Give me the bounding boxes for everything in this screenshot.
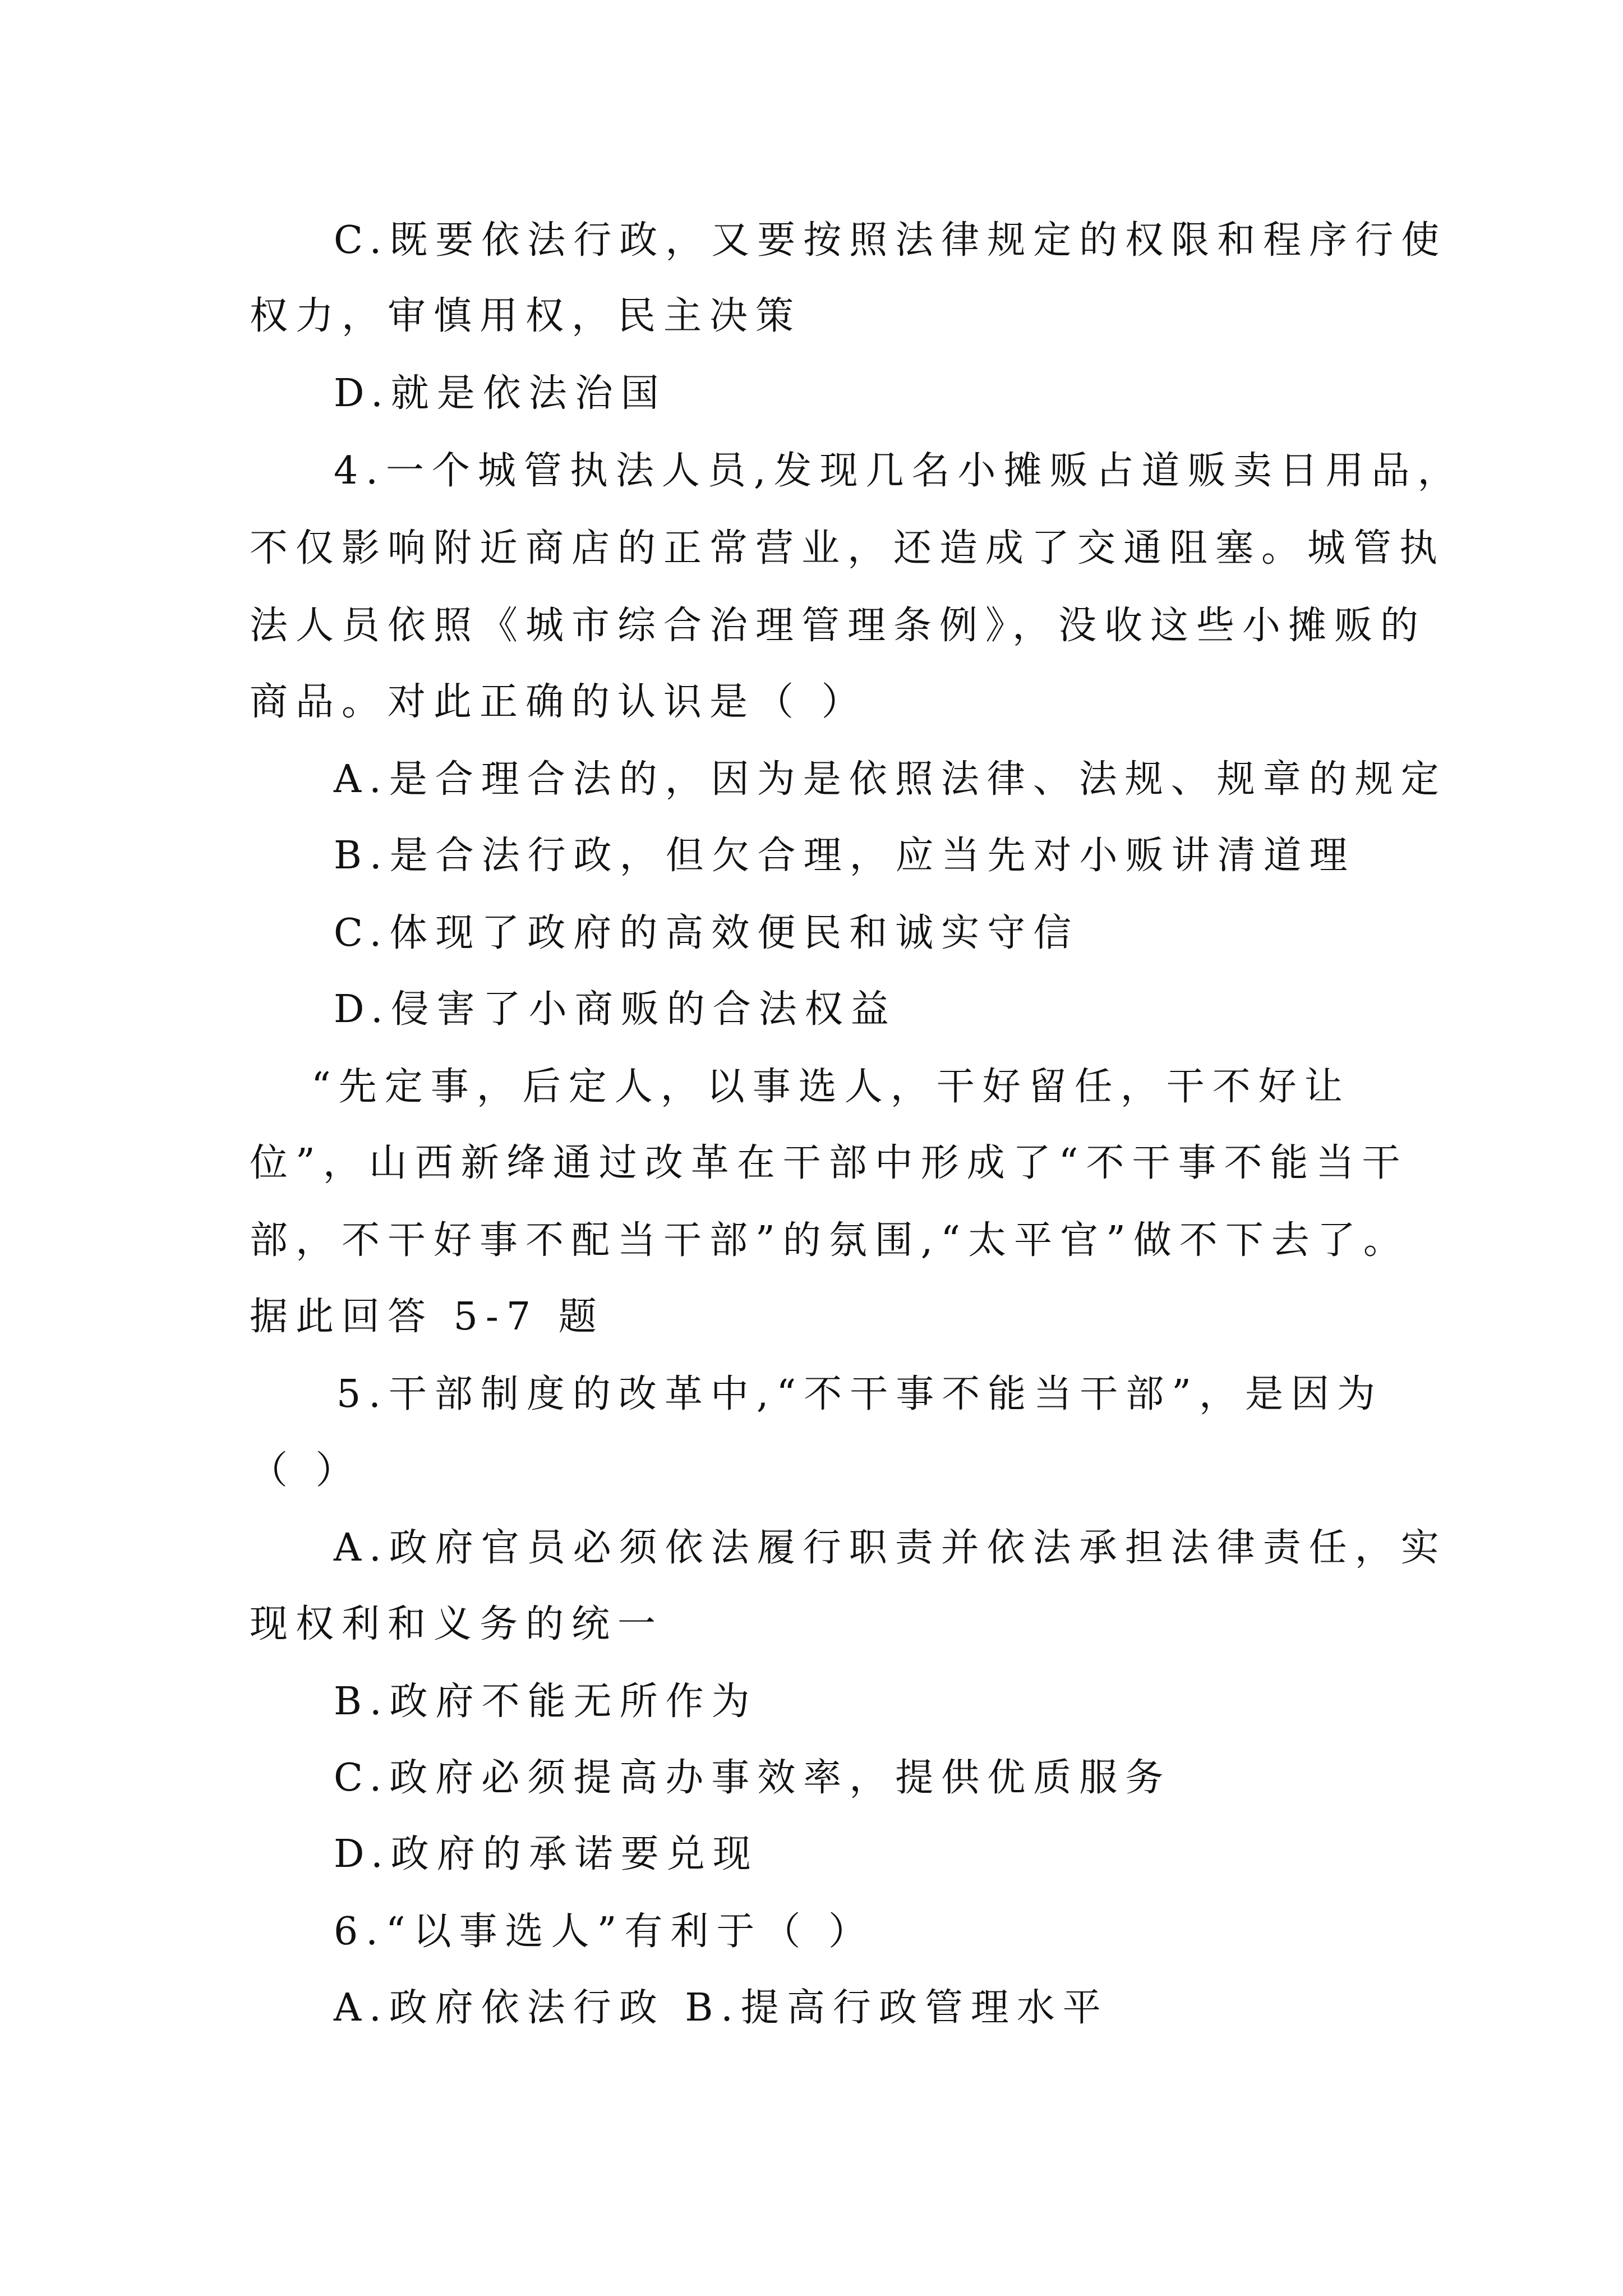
- question-5-line-2: （ ）: [250, 1448, 362, 1493]
- option-4a: A.是合理合法的，因为是依照法律、法规、规章的规定: [334, 757, 1447, 802]
- passage-line-2: 位”，山西新绛通过改革在干部中形成了“不干事不能当干: [250, 1141, 1408, 1185]
- option-3c-line-1: C.既要依法行政，又要按照法律规定的权限和程序行使: [334, 218, 1447, 263]
- options-6ab: A.政府依法行政 B.提高行政管理水平: [334, 1986, 1109, 2030]
- question-5-line-1: 5.干部制度的改革中,“不干事不能当干部”，是因为: [336, 1372, 1384, 1416]
- passage-line-3: 部，不干好事不配当干部”的氛围,“太平官”做不下去了。: [250, 1218, 1409, 1263]
- option-4c: C.体现了政府的高效便民和诚实守信: [334, 911, 1080, 955]
- option-3d: D.就是依法治国: [334, 371, 667, 416]
- question-4-line-4: 商品。对此正确的认识是（ ）: [250, 680, 868, 724]
- option-5d: D.政府的承诺要兑现: [334, 1832, 759, 1876]
- option-5a-line-2: 现权利和义务的统一: [250, 1602, 664, 1646]
- option-5b: B.政府不能无所作为: [334, 1680, 758, 1724]
- question-4-line-3: 法人员依照《城市综合治理管理条例》，没收这些小摊贩的: [250, 604, 1427, 648]
- option-4d: D.侵害了小商贩的合法权益: [334, 987, 897, 1032]
- option-5a-line-1: A.政府官员必须依法履行职责并依法承担法律责任，实: [334, 1526, 1447, 1570]
- passage-line-4: 据此回答 5-7 题: [250, 1295, 605, 1339]
- question-4-line-1: 4.一个城管执法人员,发现几名小摊贩占道贩卖日用品，: [334, 449, 1464, 493]
- option-4b: B.是合法行政，但欠合理，应当先对小贩讲清道理: [334, 834, 1355, 878]
- question-4-line-2: 不仅影响附近商店的正常营业，还造成了交通阻塞。城管执: [250, 526, 1446, 570]
- option-3c-line-2: 权力，审慎用权，民主决策: [250, 294, 802, 338]
- option-5c: C.政府必须提高办事效率，提供优质服务: [334, 1756, 1172, 1800]
- question-6: 6.“以事选人”有利于（ ）: [334, 1910, 875, 1954]
- passage-line-1: “先定事，后定人，以事选人，干好留任，干不好让: [311, 1065, 1350, 1109]
